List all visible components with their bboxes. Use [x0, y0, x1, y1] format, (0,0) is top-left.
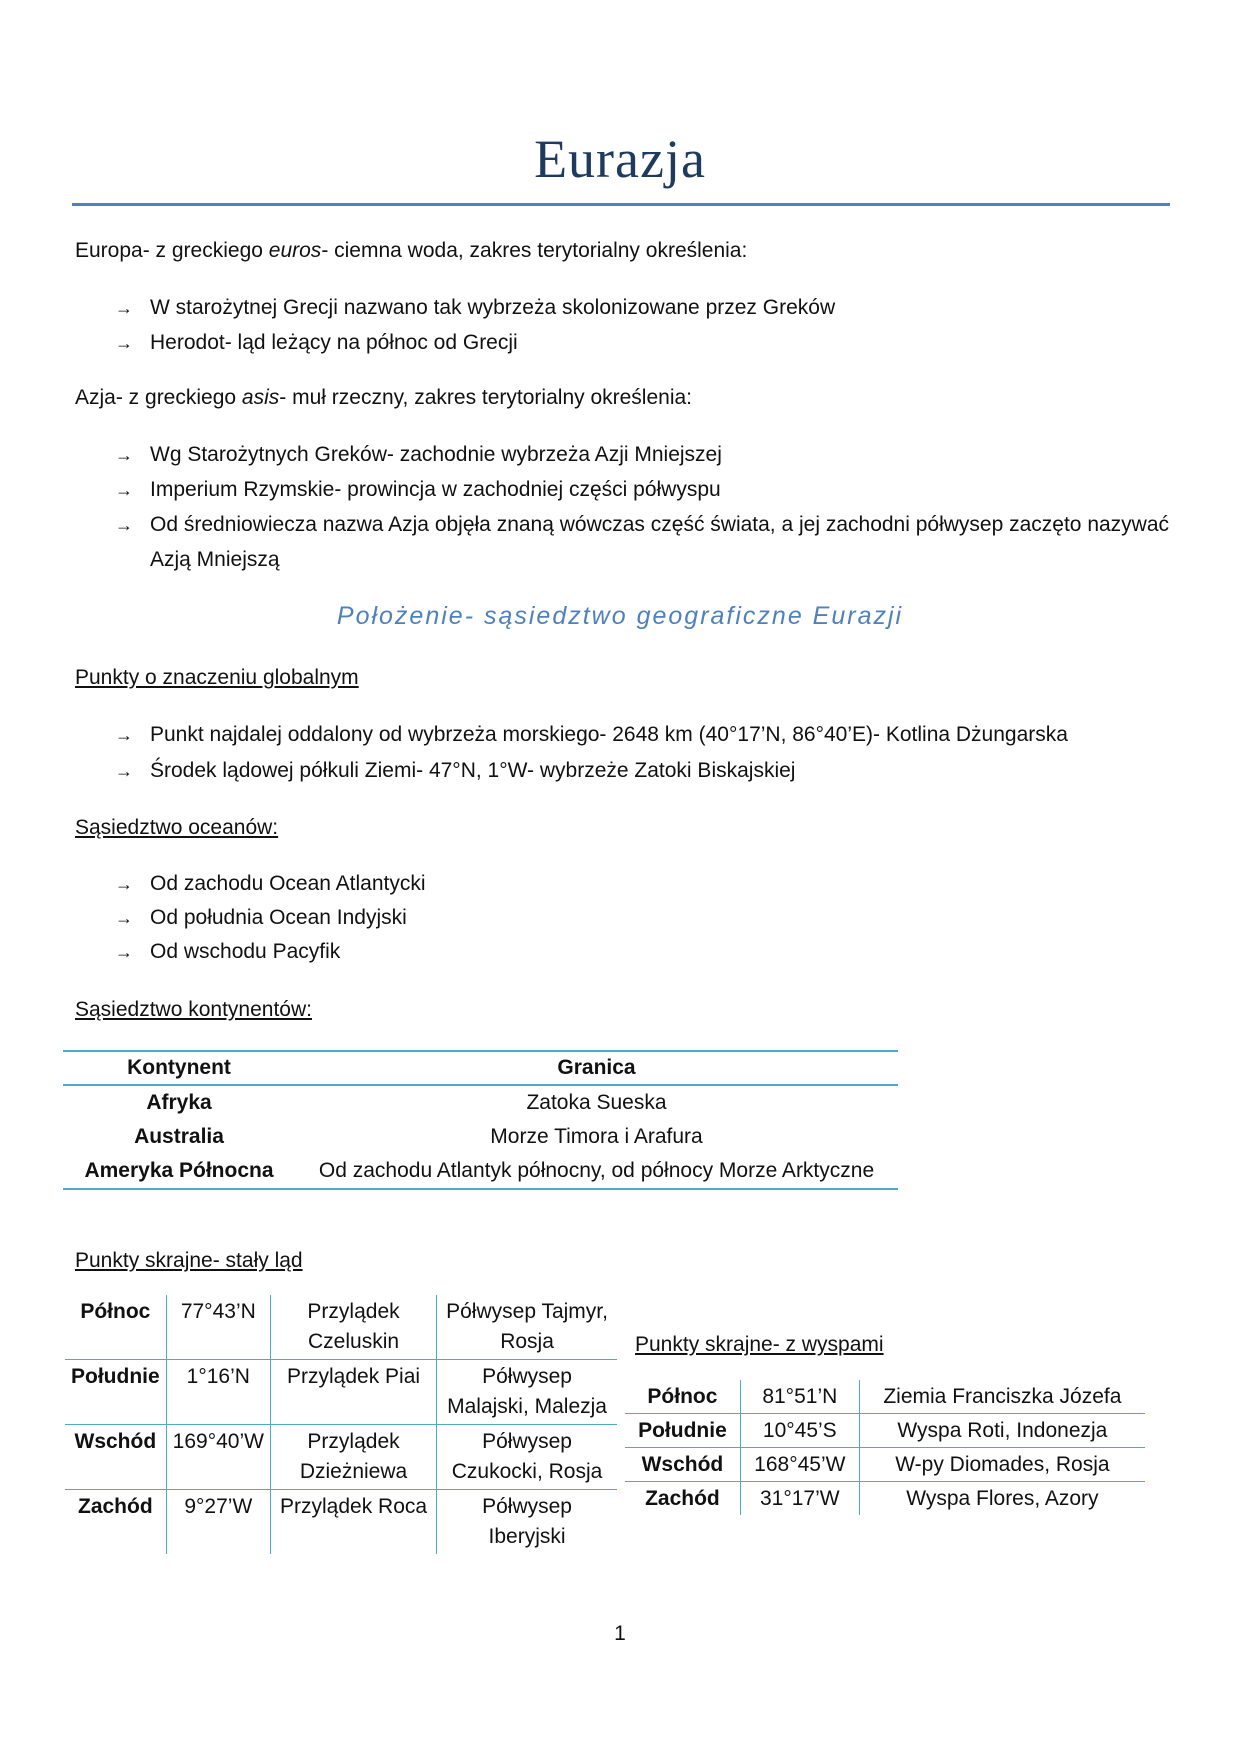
table-row: Południe 10°45’S Wyspa Roti, Indonezja — [625, 1414, 1145, 1448]
oceans-heading: Sąsiedztwo oceanów: — [75, 816, 279, 839]
list-item: → Imperium Rzymskie- prowincja w zachodniej części półwyspu — [115, 472, 1180, 508]
page-number: 1 — [614, 1622, 626, 1645]
list-item: → Od południa Ocean Indyjski — [115, 900, 1180, 936]
continents-table — [63, 1050, 898, 1190]
table-row: Ameryka Północna Od zachodu Atlantyk północny, od północy Morze Arktyczne — [84, 1159, 875, 1182]
arrow-icon: → — [115, 445, 133, 465]
list-item: → Od zachodu Ocean Atlantycki — [115, 866, 1180, 902]
table-header-row: Kontynent Granica — [63, 1051, 898, 1085]
arrow-icon: → — [115, 725, 133, 745]
arrow-icon: → — [115, 908, 133, 928]
list-item: → Od wschodu Pacyfik — [115, 934, 1180, 970]
title-divider — [72, 203, 1170, 206]
list-item: → Od średniowiecza nazwa Azja objęła znaną wówczas część świata, a jej zachodni półwysep zaczęto nazywać Azją Mniejszą — [115, 507, 1180, 577]
table-row: Północ 81°51’N Ziemia Franciszka Józefa — [625, 1380, 1145, 1414]
arrow-icon: → — [115, 480, 133, 500]
list-item: → Wg Starożytnych Greków- zachodnie wybrzeża Azji Mniejszej — [115, 437, 1180, 473]
arrow-icon: → — [115, 761, 133, 781]
extreme-islands-table — [625, 1380, 1145, 1515]
arrow-icon: → — [115, 333, 133, 353]
azja-prefix: Azja- z greckiego — [75, 386, 242, 409]
arrow-icon: → — [115, 515, 133, 535]
arrow-icon: → — [115, 298, 133, 318]
arrow-icon: → — [115, 874, 133, 894]
list-item: → W starożytnej Grecji nazwano tak wybrzeża skolonizowane przez Greków — [115, 290, 1180, 326]
list-item: → Punkt najdalej oddalony od wybrzeża morskiego- 2648 km (40°17’N, 86°40’E)- Kotlina Dżungarska — [115, 717, 1180, 753]
table-row: Australia Morze Timora i Arafura — [134, 1125, 703, 1148]
extreme-islands-heading: Punkty skrajne- z wyspami — [635, 1333, 884, 1356]
table-row: Afryka Zatoka Sueska — [146, 1091, 667, 1114]
azja-term: asis — [241, 386, 280, 409]
list-item: → Środek lądowej półkuli Ziemi- 47°N, 1°W- wybrzeże Zatoki Biskajskiej — [115, 753, 1180, 789]
arrow-icon: → — [115, 942, 133, 962]
europa-term: euros — [268, 239, 322, 262]
table-row: Zachód 31°17’W Wyspa Flores, Azory — [625, 1482, 1145, 1516]
table-row: Północ 77°43’N Przylądek Czeluskin Półwysep Tajmyr, Rosja — [65, 1295, 617, 1360]
table-row: Wschód 169°40’W Przylądek Dzieżniewa Półwysep Czukocki, Rosja — [65, 1425, 617, 1490]
table-row: Południe 1°16’N Przylądek Piai Półwysep Malajski, Malezja — [65, 1360, 617, 1425]
azja-intro — [75, 385, 692, 411]
list-item: → Herodot- ląd leżący na północ od Grecji — [115, 325, 1180, 361]
europa-prefix: Europa- z greckiego — [75, 239, 269, 262]
europa-suffix: - ciemna woda, zakres terytorialny określenia: — [321, 239, 748, 262]
global-points-heading: Punkty o znaczeniu globalnym — [75, 666, 359, 689]
europa-intro — [75, 238, 747, 264]
extreme-mainland-heading: Punkty skrajne- stały ląd — [75, 1249, 303, 1272]
extreme-mainland-table — [65, 1295, 617, 1554]
continents-heading: Sąsiedztwo kontynentów: — [75, 998, 312, 1021]
page-title: Eurazja — [534, 129, 706, 189]
section-subtitle: Położenie- sąsiedztwo geograficzne Eurazji — [336, 602, 904, 630]
table-row: Wschód 168°45’W W-py Diomades, Rosja — [625, 1448, 1145, 1482]
azja-suffix: - muł rzeczny, zakres terytorialny określenia: — [279, 386, 693, 409]
table-row: Zachód 9°27’W Przylądek Roca Półwysep Iberyjski — [65, 1490, 617, 1555]
